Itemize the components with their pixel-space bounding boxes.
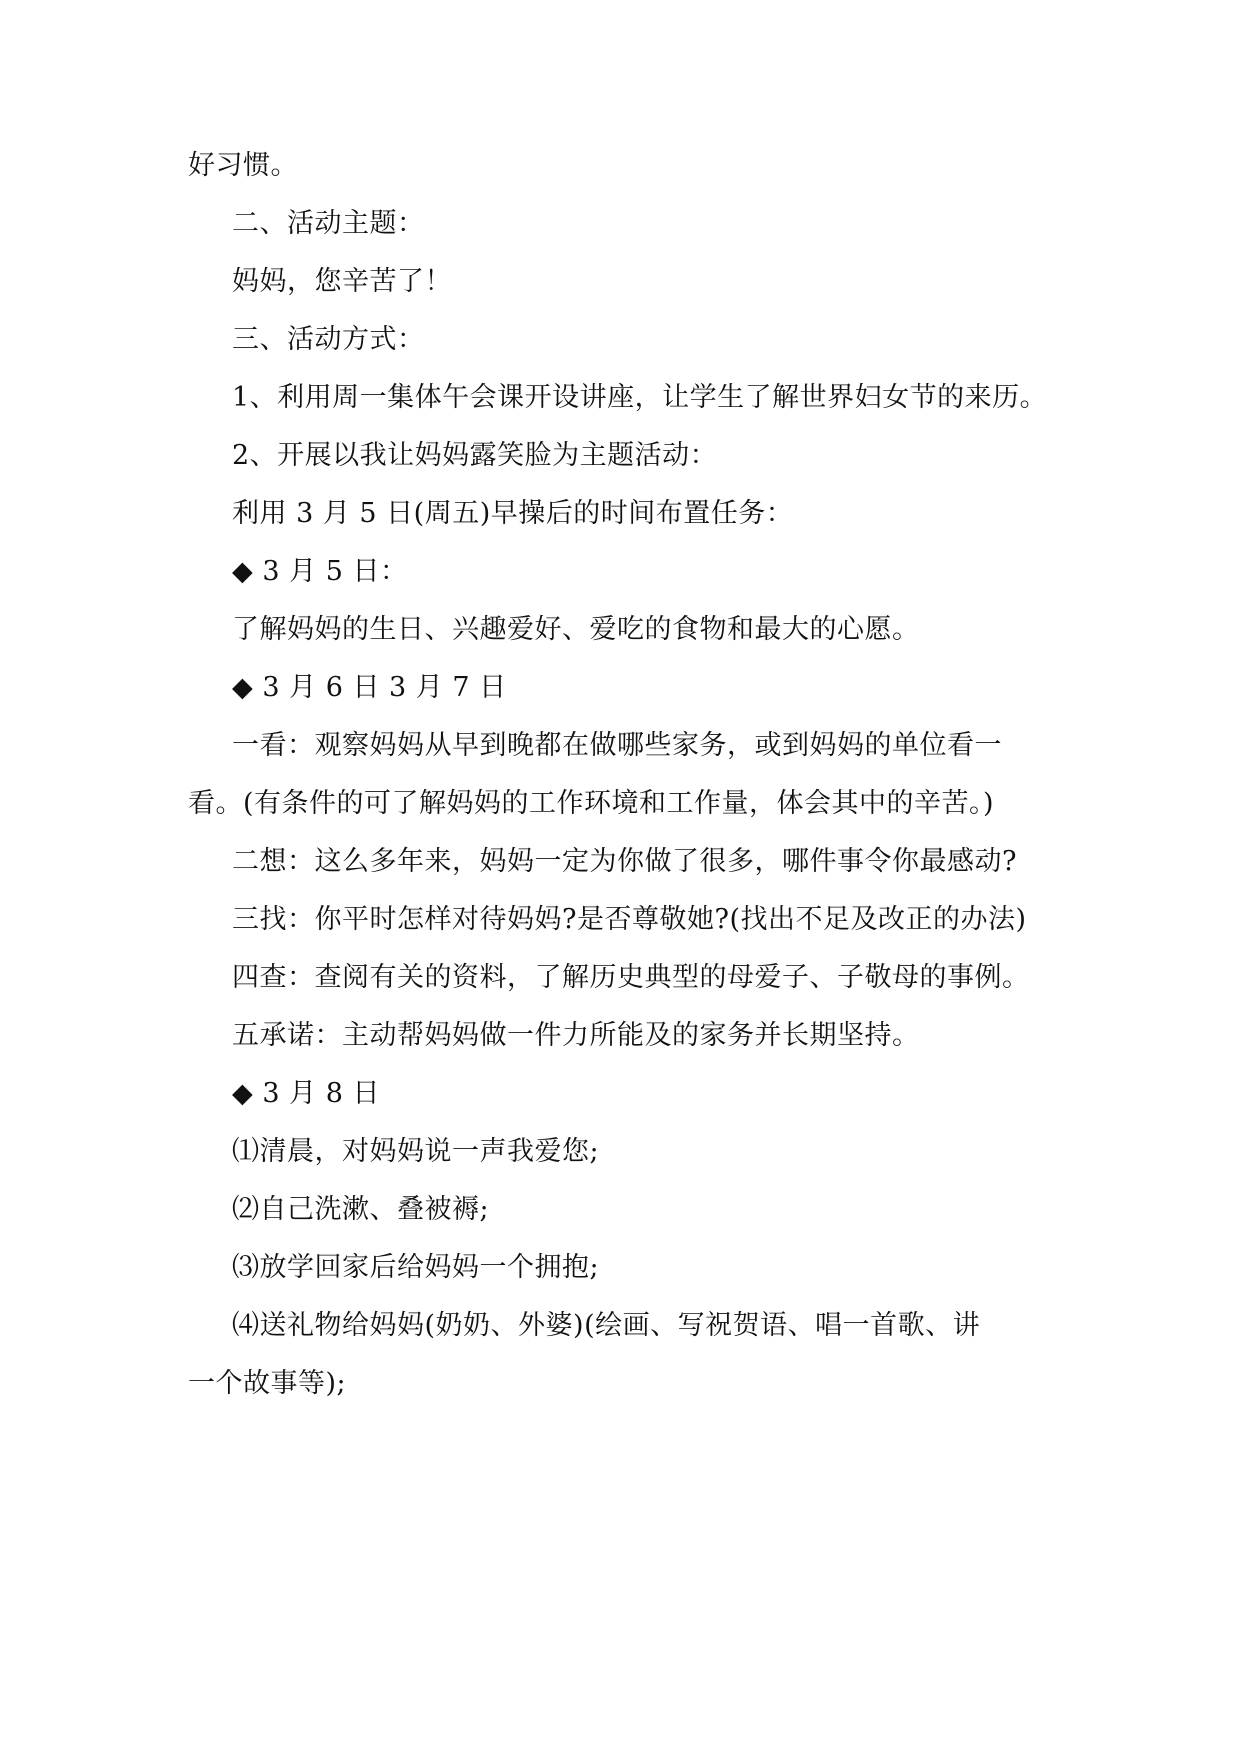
section-heading: 二、活动主题：	[232, 208, 425, 239]
text-line: 一看：观察妈妈从早到晚都在做哪些家务，或到妈妈的单位看一	[232, 730, 1002, 761]
text-line: 二想：这么多年来，妈妈一定为你做了很多，哪件事令你最感动?	[232, 846, 1017, 877]
list-item: ⑷送礼物给妈妈(奶奶、外婆)(绘画、写祝贺语、唱一首歌、讲	[232, 1310, 981, 1341]
text-line: 四查：查阅有关的资料，了解历史典型的母爱子、子敬母的事例。	[232, 962, 1030, 993]
text-line: 1、利用周一集体午会课开设讲座，让学生了解世界妇女节的来历。	[232, 382, 1048, 413]
text-line: 好习惯。	[188, 150, 298, 181]
text-line: 利用 3 月 5 日(周五)早操后的时间布置任务：	[232, 498, 794, 529]
list-item: ⑵自己洗漱、叠被褥;	[232, 1194, 490, 1225]
text-line: 妈妈，您辛苦了！	[232, 266, 452, 297]
list-item: ⑴清晨，对妈妈说一声我爱您;	[232, 1136, 600, 1167]
list-item: ⑶放学回家后给妈妈一个拥抱;	[232, 1252, 600, 1283]
text-line: 2、开展以我让妈妈露笑脸为主题活动：	[232, 440, 718, 471]
text-line: 五承诺：主动帮妈妈做一件力所能及的家务并长期坚持。	[232, 1020, 920, 1051]
text-line: 看。(有条件的可了解妈妈的工作环境和工作量，体会其中的辛苦。)	[188, 788, 995, 819]
bullet-line: ◆ 3 月 5 日：	[232, 556, 408, 587]
text-line: 一个故事等);	[188, 1368, 347, 1399]
bullet-line: ◆ 3 月 8 日	[232, 1078, 380, 1109]
bullet-line: ◆ 3 月 6 日 3 月 7 日	[232, 672, 507, 703]
section-heading: 三、活动方式：	[232, 324, 425, 355]
text-line: 了解妈妈的生日、兴趣爱好、爱吃的食物和最大的心愿。	[232, 614, 920, 645]
text-line: 三找：你平时怎样对待妈妈?是否尊敬她?(找出不足及改正的办法)	[232, 904, 1027, 935]
